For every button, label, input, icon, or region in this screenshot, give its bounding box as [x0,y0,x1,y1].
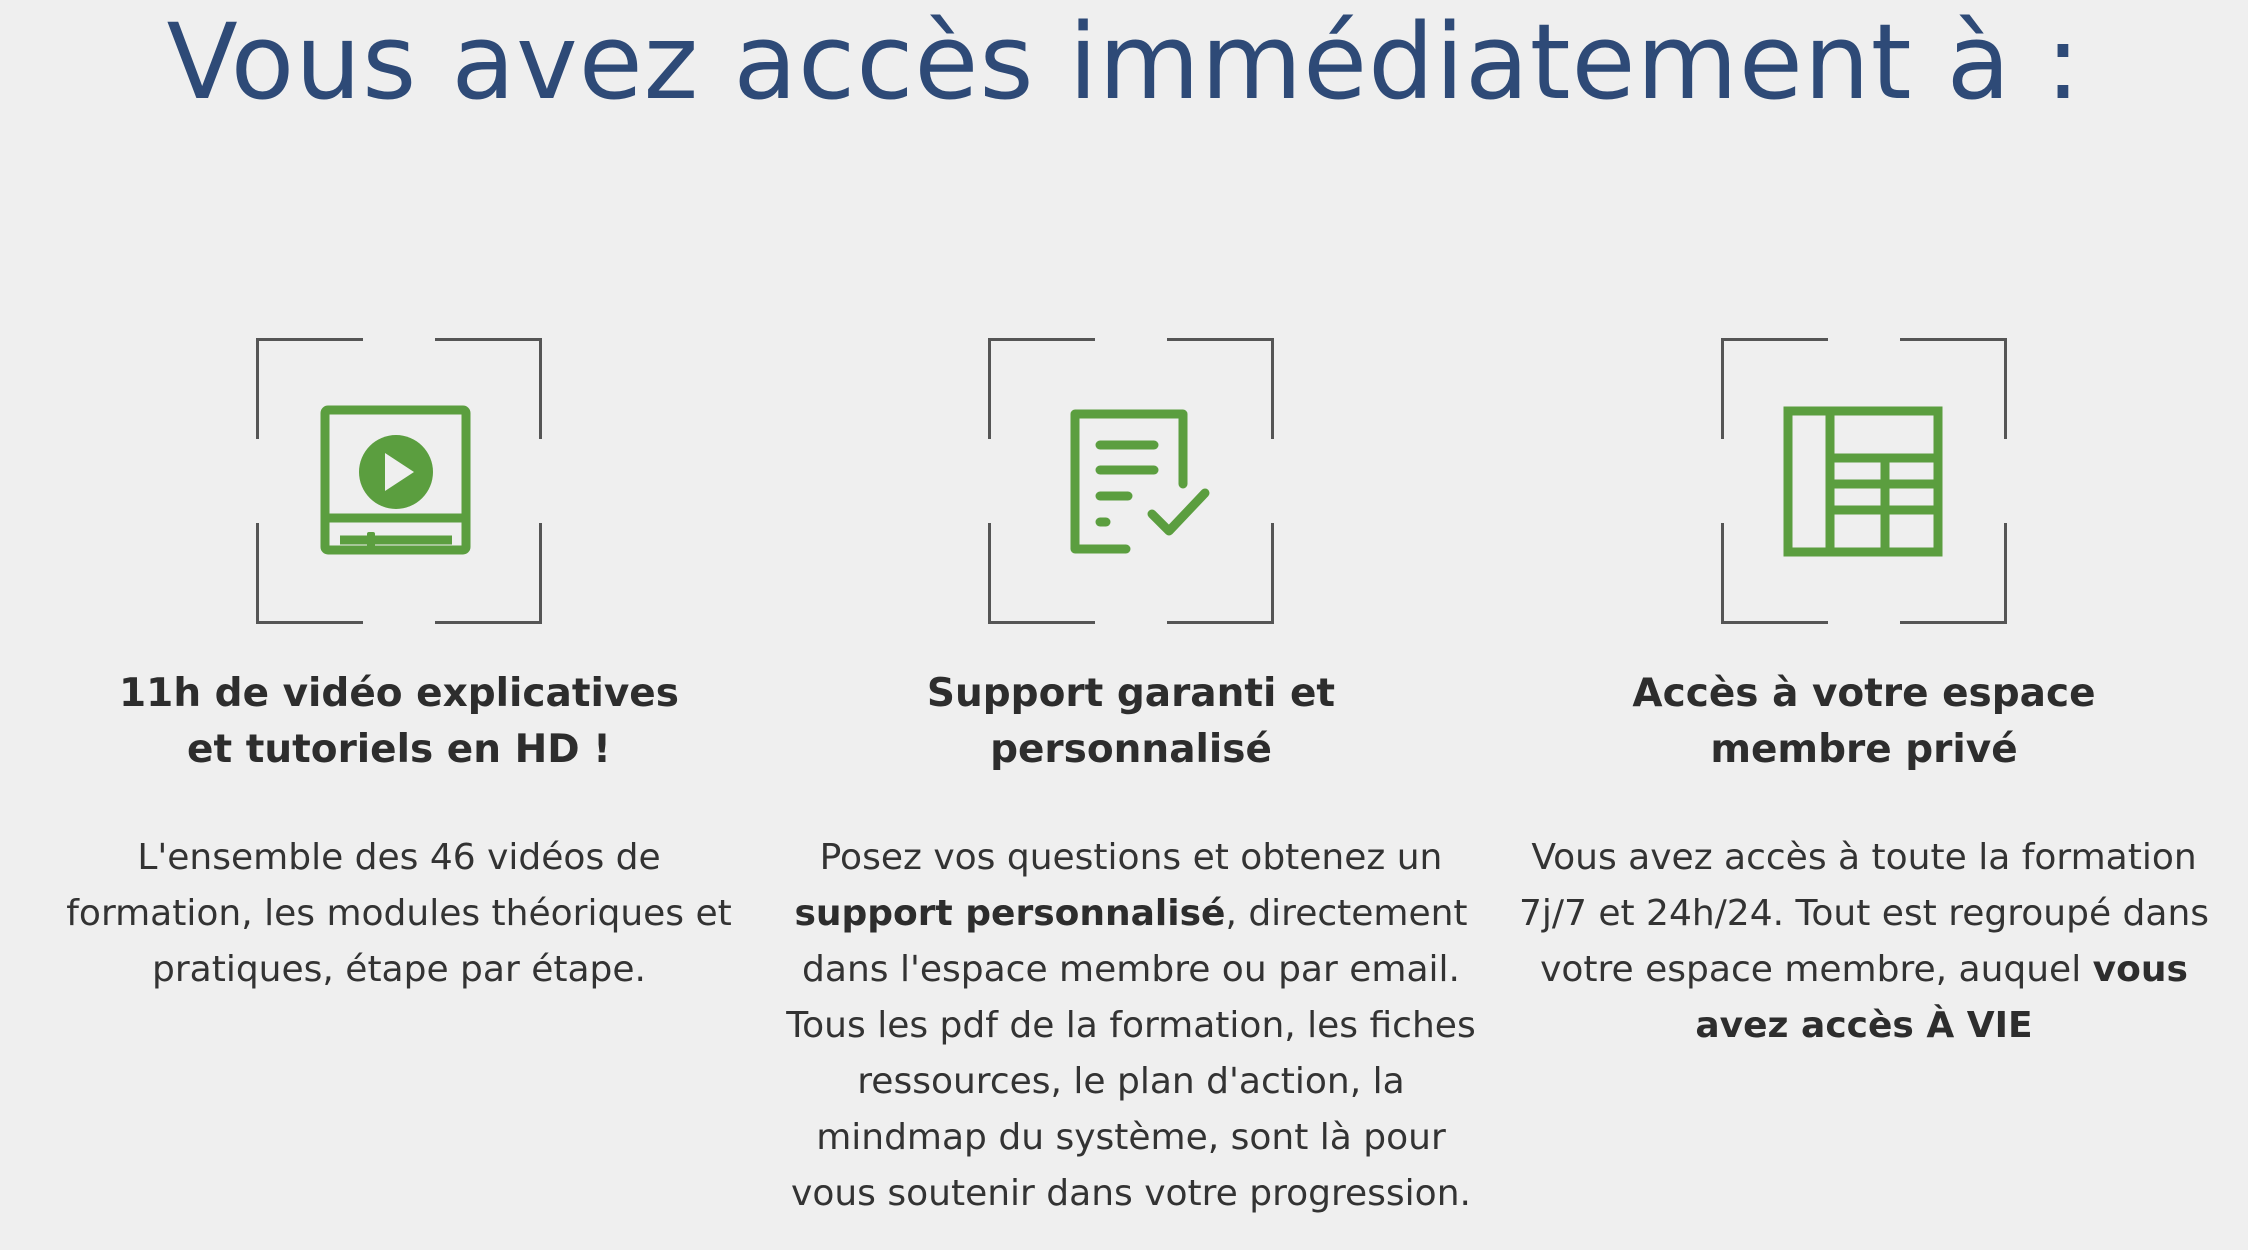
desc-text: Posez vos questions et obtenez un [819,837,1443,878]
feature-description [781,830,1481,1222]
desc-bold-text: support personnalisé [794,893,1226,934]
feature-member-space [1499,338,2229,1054]
feature-description [1514,830,2214,1054]
table-grid-icon [1721,338,2007,624]
feature-title: Support garanti et personnalisé [926,671,1336,772]
desc-text: Vous avez accès à toute la formation 7j/7 et 24h/24. Tout est regroupé dans votre espace membre, auquel [1518,837,2210,990]
feature-title: 11h de vidéo explicatives et tutoriels en HD ! [119,671,679,772]
page-title: Vous avez accès immédiatement à : [166,1,2082,123]
desc-text: L'ensemble des 46 vidéos de formation, les modules théoriques et pratiques, étape par étape. [66,837,732,990]
document-checkmark-icon [988,338,1274,624]
video-player-icon [256,338,542,624]
desc-text: , directement dans l'espace membre ou par email. Tous les pdf de la formation, les fiches ressources, le plan d'action, la mindmap du système, sont là pour vous soutenir dans votre progression. [786,893,1476,1214]
feature-title: Accès à votre espace membre privé [1632,671,2096,772]
icon-frame [1721,338,2007,624]
feature-description [49,830,749,998]
icon-frame [256,338,542,624]
feature-video [34,338,764,998]
desc-bold-text: vous avez accès À VIE [1695,949,2188,1046]
icon-frame [988,338,1274,624]
feature-support [766,338,1496,1222]
